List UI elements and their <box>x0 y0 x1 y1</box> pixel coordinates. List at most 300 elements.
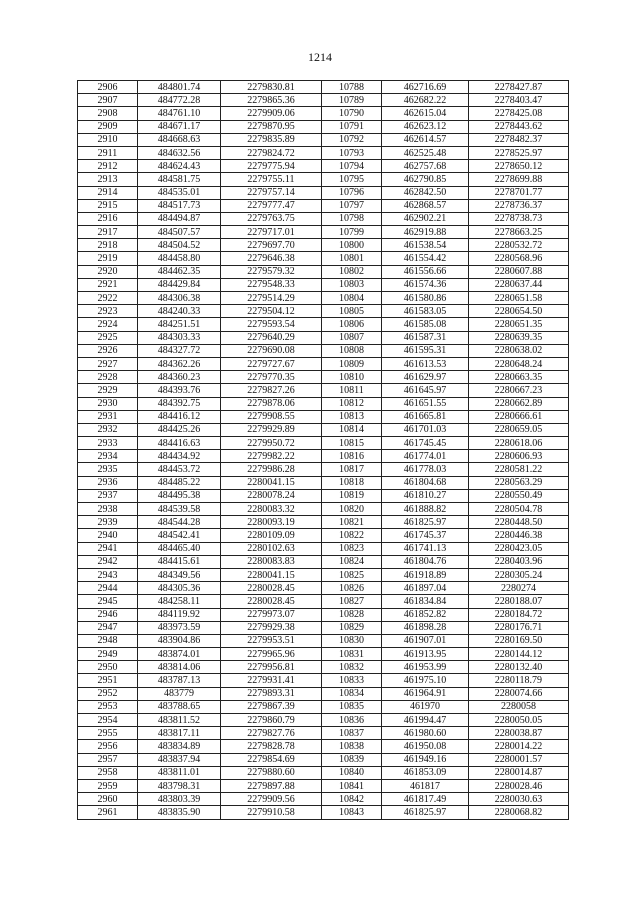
table-cell-point-id-b: 10830 <box>322 634 382 647</box>
table-cell-x-coordinate-b: 461964.91 <box>382 687 469 700</box>
table-row <box>78 173 569 186</box>
table-row <box>78 186 569 199</box>
table-cell-y-coordinate-a: 2279956.81 <box>221 661 322 674</box>
coordinates-table-body <box>78 81 569 820</box>
table-row <box>78 305 569 318</box>
table-cell-y-coordinate-b: 2278650.12 <box>469 160 569 173</box>
table-cell-point-id-b: 10801 <box>322 252 382 265</box>
table-cell-x-coordinate-b: 461804.68 <box>382 476 469 489</box>
table-cell-y-coordinate-b: 2280132.40 <box>469 661 569 674</box>
table-cell-x-coordinate-b: 461778.03 <box>382 463 469 476</box>
table-cell-y-coordinate-a: 2279828.78 <box>221 740 322 753</box>
table-cell-x-coordinate-a: 484504.52 <box>138 239 221 252</box>
table-cell-x-coordinate-b: 461554.42 <box>382 252 469 265</box>
table-row <box>78 542 569 555</box>
table-cell-y-coordinate-a: 2279909.56 <box>221 793 322 806</box>
table-cell-x-coordinate-a: 484327.72 <box>138 344 221 357</box>
table-cell-y-coordinate-b: 2280448.50 <box>469 516 569 529</box>
table-cell-y-coordinate-b: 2280637.44 <box>469 278 569 291</box>
table-row <box>78 568 569 581</box>
table-row <box>78 595 569 608</box>
table-cell-y-coordinate-b: 2280663.35 <box>469 371 569 384</box>
table-cell-y-coordinate-a: 2279640.29 <box>221 331 322 344</box>
table-cell-x-coordinate-b: 461701.03 <box>382 423 469 436</box>
table-cell-y-coordinate-b: 2280144.12 <box>469 648 569 661</box>
table-cell-point-id-b: 10821 <box>322 516 382 529</box>
table-cell-y-coordinate-b: 2280659.05 <box>469 423 569 436</box>
table-row <box>78 212 569 225</box>
table-cell-point-id-a: 2951 <box>78 674 138 687</box>
table-cell-y-coordinate-a: 2279777.47 <box>221 199 322 212</box>
table-cell-x-coordinate-b: 461918.89 <box>382 568 469 581</box>
table-cell-point-id-a: 2945 <box>78 595 138 608</box>
table-cell-x-coordinate-a: 484581.75 <box>138 173 221 186</box>
table-cell-y-coordinate-a: 2279893.31 <box>221 687 322 700</box>
table-cell-y-coordinate-b: 2280667.23 <box>469 384 569 397</box>
table-cell-x-coordinate-b: 461774.01 <box>382 450 469 463</box>
table-cell-point-id-a: 2907 <box>78 94 138 107</box>
table-cell-y-coordinate-b: 2280050.05 <box>469 714 569 727</box>
table-cell-y-coordinate-b: 2278699.88 <box>469 173 569 186</box>
table-row <box>78 252 569 265</box>
table-cell-x-coordinate-b: 461817 <box>382 779 469 792</box>
table-cell-x-coordinate-a: 484393.76 <box>138 384 221 397</box>
table-cell-point-id-b: 10837 <box>322 727 382 740</box>
table-cell-point-id-a: 2926 <box>78 344 138 357</box>
table-cell-y-coordinate-a: 2279878.06 <box>221 397 322 410</box>
table-cell-y-coordinate-a: 2279929.38 <box>221 621 322 634</box>
table-cell-point-id-b: 10818 <box>322 476 382 489</box>
table-row <box>78 344 569 357</box>
table-cell-x-coordinate-b: 461745.37 <box>382 529 469 542</box>
table-cell-point-id-a: 2937 <box>78 489 138 502</box>
table-cell-point-id-b: 10808 <box>322 344 382 357</box>
table-cell-x-coordinate-b: 461587.31 <box>382 331 469 344</box>
table-cell-y-coordinate-a: 2279865.36 <box>221 94 322 107</box>
table-cell-x-coordinate-a: 483787.13 <box>138 674 221 687</box>
table-cell-point-id-b: 10789 <box>322 94 382 107</box>
table-row <box>78 463 569 476</box>
table-cell-x-coordinate-a: 483798.31 <box>138 779 221 792</box>
table-cell-point-id-a: 2932 <box>78 423 138 436</box>
table-cell-x-coordinate-b: 462757.68 <box>382 160 469 173</box>
table-cell-point-id-a: 2957 <box>78 753 138 766</box>
table-row <box>78 779 569 792</box>
table-cell-y-coordinate-b: 2280118.79 <box>469 674 569 687</box>
table-cell-x-coordinate-a: 484458.80 <box>138 252 221 265</box>
table-cell-y-coordinate-b: 2280014.22 <box>469 740 569 753</box>
table-cell-y-coordinate-a: 2280083.83 <box>221 555 322 568</box>
table-row <box>78 146 569 159</box>
table-cell-point-id-a: 2943 <box>78 568 138 581</box>
table-cell-x-coordinate-b: 461613.53 <box>382 357 469 370</box>
table-cell-y-coordinate-a: 2279908.55 <box>221 410 322 423</box>
table-cell-y-coordinate-a: 2280028.45 <box>221 582 322 595</box>
table-cell-x-coordinate-b: 461585.08 <box>382 318 469 331</box>
table-cell-y-coordinate-b: 2280581.22 <box>469 463 569 476</box>
table-cell-point-id-b: 10791 <box>322 120 382 133</box>
table-cell-y-coordinate-b: 2280607.88 <box>469 265 569 278</box>
table-cell-x-coordinate-b: 461629.97 <box>382 371 469 384</box>
table-cell-point-id-a: 2952 <box>78 687 138 700</box>
table-cell-x-coordinate-b: 461913.95 <box>382 648 469 661</box>
table-cell-y-coordinate-a: 2279950.72 <box>221 437 322 450</box>
table-cell-y-coordinate-a: 2279854.69 <box>221 753 322 766</box>
table-cell-y-coordinate-a: 2279982.22 <box>221 450 322 463</box>
table-cell-x-coordinate-b: 462919.88 <box>382 226 469 239</box>
table-cell-y-coordinate-a: 2279973.07 <box>221 608 322 621</box>
table-cell-y-coordinate-a: 2279548.33 <box>221 278 322 291</box>
table-cell-x-coordinate-a: 484416.12 <box>138 410 221 423</box>
table-cell-point-id-a: 2908 <box>78 107 138 120</box>
table-cell-point-id-a: 2941 <box>78 542 138 555</box>
table-cell-point-id-b: 10841 <box>322 779 382 792</box>
table-cell-x-coordinate-a: 483837.94 <box>138 753 221 766</box>
table-cell-y-coordinate-a: 2279827.76 <box>221 727 322 740</box>
table-cell-y-coordinate-b: 2280568.96 <box>469 252 569 265</box>
table-cell-point-id-a: 2944 <box>78 582 138 595</box>
table-cell-x-coordinate-a: 484240.33 <box>138 305 221 318</box>
table-cell-y-coordinate-b: 2280666.61 <box>469 410 569 423</box>
table-row <box>78 740 569 753</box>
table-cell-x-coordinate-b: 461907.01 <box>382 634 469 647</box>
table-cell-point-id-b: 10819 <box>322 489 382 502</box>
table-cell-point-id-b: 10800 <box>322 239 382 252</box>
table-cell-x-coordinate-a: 484349.56 <box>138 568 221 581</box>
table-row <box>78 727 569 740</box>
table-cell-point-id-a: 2940 <box>78 529 138 542</box>
table-cell-x-coordinate-b: 461645.97 <box>382 384 469 397</box>
table-cell-x-coordinate-a: 484119.92 <box>138 608 221 621</box>
table-cell-y-coordinate-b: 2280030.63 <box>469 793 569 806</box>
table-row <box>78 437 569 450</box>
table-cell-x-coordinate-b: 461897.04 <box>382 582 469 595</box>
table-cell-x-coordinate-a: 483834.89 <box>138 740 221 753</box>
table-row <box>78 582 569 595</box>
table-cell-y-coordinate-b: 2280188.07 <box>469 595 569 608</box>
table-cell-point-id-b: 10792 <box>322 133 382 146</box>
table-row <box>78 357 569 370</box>
table-cell-y-coordinate-b: 2278525.97 <box>469 146 569 159</box>
table-row <box>78 107 569 120</box>
table-cell-x-coordinate-b: 461853.09 <box>382 766 469 779</box>
table-cell-point-id-b: 10790 <box>322 107 382 120</box>
table-cell-point-id-b: 10828 <box>322 608 382 621</box>
table-cell-y-coordinate-a: 2279775.94 <box>221 160 322 173</box>
table-cell-point-id-b: 10806 <box>322 318 382 331</box>
table-cell-y-coordinate-a: 2280078.24 <box>221 489 322 502</box>
table-cell-x-coordinate-a: 484416.63 <box>138 437 221 450</box>
table-cell-y-coordinate-a: 2279690.08 <box>221 344 322 357</box>
table-cell-point-id-b: 10843 <box>322 806 382 819</box>
table-row <box>78 503 569 516</box>
table-row <box>78 687 569 700</box>
table-cell-y-coordinate-a: 2279727.67 <box>221 357 322 370</box>
table-cell-point-id-b: 10832 <box>322 661 382 674</box>
table-cell-x-coordinate-a: 483811.52 <box>138 714 221 727</box>
table-cell-y-coordinate-a: 2279579.32 <box>221 265 322 278</box>
table-cell-x-coordinate-b: 462902.21 <box>382 212 469 225</box>
table-row <box>78 766 569 779</box>
table-cell-y-coordinate-b: 2280651.58 <box>469 292 569 305</box>
table-row <box>78 384 569 397</box>
table-cell-y-coordinate-b: 2280532.72 <box>469 239 569 252</box>
table-cell-y-coordinate-a: 2279910.58 <box>221 806 322 819</box>
table-cell-x-coordinate-b: 461834.84 <box>382 595 469 608</box>
table-cell-point-id-a: 2910 <box>78 133 138 146</box>
table-cell-point-id-a: 2950 <box>78 661 138 674</box>
table-cell-point-id-a: 2934 <box>78 450 138 463</box>
table-row <box>78 621 569 634</box>
table-cell-point-id-b: 10797 <box>322 199 382 212</box>
table-cell-x-coordinate-b: 461852.82 <box>382 608 469 621</box>
table-cell-y-coordinate-a: 2280028.45 <box>221 595 322 608</box>
table-cell-y-coordinate-b: 2280563.29 <box>469 476 569 489</box>
table-cell-point-id-b: 10835 <box>322 700 382 713</box>
table-row <box>78 199 569 212</box>
table-cell-y-coordinate-b: 2280654.50 <box>469 305 569 318</box>
table-cell-x-coordinate-b: 461994.47 <box>382 714 469 727</box>
table-cell-point-id-a: 2913 <box>78 173 138 186</box>
table-cell-y-coordinate-b: 2278403.47 <box>469 94 569 107</box>
table-cell-x-coordinate-b: 461817.49 <box>382 793 469 806</box>
table-cell-x-coordinate-a: 484429.84 <box>138 278 221 291</box>
table-cell-x-coordinate-b: 462615.04 <box>382 107 469 120</box>
table-cell-x-coordinate-a: 484485.22 <box>138 476 221 489</box>
table-cell-y-coordinate-b: 2280068.82 <box>469 806 569 819</box>
table-cell-x-coordinate-b: 461898.28 <box>382 621 469 634</box>
table-cell-y-coordinate-b: 2280038.87 <box>469 727 569 740</box>
table-cell-y-coordinate-b: 2280651.35 <box>469 318 569 331</box>
table-cell-y-coordinate-b: 2278738.73 <box>469 212 569 225</box>
table-row <box>78 806 569 819</box>
table-cell-y-coordinate-a: 2279697.70 <box>221 239 322 252</box>
table-cell-point-id-a: 2949 <box>78 648 138 661</box>
table-cell-point-id-a: 2942 <box>78 555 138 568</box>
table-cell-point-id-a: 2933 <box>78 437 138 450</box>
table-cell-point-id-a: 2927 <box>78 357 138 370</box>
table-cell-x-coordinate-a: 484494.87 <box>138 212 221 225</box>
table-cell-y-coordinate-a: 2279897.88 <box>221 779 322 792</box>
table-cell-x-coordinate-a: 484507.57 <box>138 226 221 239</box>
table-cell-y-coordinate-b: 2280618.06 <box>469 437 569 450</box>
table-cell-y-coordinate-b: 2280639.35 <box>469 331 569 344</box>
table-cell-y-coordinate-b: 2278482.37 <box>469 133 569 146</box>
table-cell-point-id-a: 2925 <box>78 331 138 344</box>
table-cell-point-id-b: 10788 <box>322 81 382 94</box>
table-cell-x-coordinate-a: 483874.01 <box>138 648 221 661</box>
table-cell-y-coordinate-a: 2279755.11 <box>221 173 322 186</box>
table-row <box>78 700 569 713</box>
coordinates-table <box>77 80 569 820</box>
table-cell-y-coordinate-a: 2280041.15 <box>221 476 322 489</box>
table-cell-x-coordinate-b: 461651.55 <box>382 397 469 410</box>
table-cell-x-coordinate-a: 483817.11 <box>138 727 221 740</box>
table-cell-x-coordinate-b: 461741.13 <box>382 542 469 555</box>
table-cell-x-coordinate-a: 484668.63 <box>138 133 221 146</box>
table-cell-x-coordinate-b: 461583.05 <box>382 305 469 318</box>
table-cell-x-coordinate-b: 462868.57 <box>382 199 469 212</box>
table-cell-point-id-b: 10836 <box>322 714 382 727</box>
table-cell-x-coordinate-a: 484360.23 <box>138 371 221 384</box>
table-cell-x-coordinate-a: 484303.33 <box>138 331 221 344</box>
table-cell-y-coordinate-b: 2280446.38 <box>469 529 569 542</box>
page-number: 1214 <box>308 50 332 64</box>
table-cell-point-id-a: 2954 <box>78 714 138 727</box>
table-cell-point-id-b: 10833 <box>322 674 382 687</box>
table-cell-x-coordinate-a: 483973.59 <box>138 621 221 634</box>
table-cell-y-coordinate-a: 2280041.15 <box>221 568 322 581</box>
table-cell-y-coordinate-b: 2280638.02 <box>469 344 569 357</box>
table-cell-x-coordinate-b: 461665.81 <box>382 410 469 423</box>
table-cell-x-coordinate-a: 484453.72 <box>138 463 221 476</box>
table-cell-x-coordinate-a: 483904.86 <box>138 634 221 647</box>
table-cell-x-coordinate-b: 462525.48 <box>382 146 469 159</box>
table-cell-point-id-b: 10827 <box>322 595 382 608</box>
table-cell-y-coordinate-b: 2280274 <box>469 582 569 595</box>
table-cell-point-id-b: 10805 <box>322 305 382 318</box>
table-cell-point-id-b: 10814 <box>322 423 382 436</box>
table-cell-y-coordinate-a: 2279953.51 <box>221 634 322 647</box>
table-cell-point-id-b: 10815 <box>322 437 382 450</box>
table-row <box>78 410 569 423</box>
table-cell-point-id-b: 10812 <box>322 397 382 410</box>
table-row <box>78 120 569 133</box>
table-cell-x-coordinate-a: 483814.06 <box>138 661 221 674</box>
table-cell-y-coordinate-a: 2279909.06 <box>221 107 322 120</box>
table-cell-x-coordinate-b: 461970 <box>382 700 469 713</box>
table-cell-y-coordinate-b: 2280058 <box>469 700 569 713</box>
table-cell-point-id-a: 2956 <box>78 740 138 753</box>
table-row <box>78 753 569 766</box>
table-cell-point-id-a: 2914 <box>78 186 138 199</box>
table-cell-y-coordinate-a: 2279827.26 <box>221 384 322 397</box>
table-cell-x-coordinate-a: 484632.56 <box>138 146 221 159</box>
table-row <box>78 793 569 806</box>
table-cell-point-id-a: 2923 <box>78 305 138 318</box>
table-cell-y-coordinate-a: 2279593.54 <box>221 318 322 331</box>
table-cell-y-coordinate-b: 2280184.72 <box>469 608 569 621</box>
table-cell-x-coordinate-b: 461888.82 <box>382 503 469 516</box>
table-row <box>78 450 569 463</box>
table-row <box>78 489 569 502</box>
table-cell-x-coordinate-a: 483811.01 <box>138 766 221 779</box>
table-cell-point-id-b: 10802 <box>322 265 382 278</box>
table-cell-point-id-b: 10793 <box>322 146 382 159</box>
table-cell-point-id-b: 10803 <box>322 278 382 291</box>
table-cell-x-coordinate-b: 461580.86 <box>382 292 469 305</box>
table-cell-x-coordinate-b: 461825.97 <box>382 806 469 819</box>
table-cell-point-id-a: 2909 <box>78 120 138 133</box>
table-cell-y-coordinate-a: 2280093.19 <box>221 516 322 529</box>
table-cell-y-coordinate-b: 2280001.57 <box>469 753 569 766</box>
table-cell-point-id-b: 10826 <box>322 582 382 595</box>
table-cell-y-coordinate-b: 2280606.93 <box>469 450 569 463</box>
table-cell-point-id-b: 10804 <box>322 292 382 305</box>
table-row <box>78 292 569 305</box>
table-cell-point-id-a: 2912 <box>78 160 138 173</box>
table-cell-point-id-b: 10834 <box>322 687 382 700</box>
table-cell-point-id-a: 2906 <box>78 81 138 94</box>
table-cell-point-id-b: 10822 <box>322 529 382 542</box>
table-cell-x-coordinate-b: 461980.60 <box>382 727 469 740</box>
table-row <box>78 239 569 252</box>
table-row <box>78 661 569 674</box>
table-row <box>78 94 569 107</box>
table-cell-x-coordinate-a: 484362.26 <box>138 357 221 370</box>
table-cell-point-id-b: 10817 <box>322 463 382 476</box>
table-cell-x-coordinate-b: 461574.36 <box>382 278 469 291</box>
table-cell-point-id-a: 2924 <box>78 318 138 331</box>
table-cell-point-id-b: 10798 <box>322 212 382 225</box>
table-cell-point-id-b: 10838 <box>322 740 382 753</box>
table-cell-y-coordinate-a: 2280109.09 <box>221 529 322 542</box>
table-cell-x-coordinate-b: 462790.85 <box>382 173 469 186</box>
table-row <box>78 81 569 94</box>
table-cell-y-coordinate-a: 2279504.12 <box>221 305 322 318</box>
table-cell-x-coordinate-a: 484761.10 <box>138 107 221 120</box>
table-cell-point-id-a: 2918 <box>78 239 138 252</box>
table-cell-x-coordinate-a: 484539.58 <box>138 503 221 516</box>
table-cell-x-coordinate-b: 461556.66 <box>382 265 469 278</box>
table-cell-y-coordinate-b: 2280074.66 <box>469 687 569 700</box>
table-cell-y-coordinate-a: 2279835.89 <box>221 133 322 146</box>
table-cell-point-id-b: 10820 <box>322 503 382 516</box>
table-cell-y-coordinate-a: 2279763.75 <box>221 212 322 225</box>
table-cell-y-coordinate-a: 2279514.29 <box>221 292 322 305</box>
table-cell-point-id-b: 10839 <box>322 753 382 766</box>
table-cell-point-id-a: 2929 <box>78 384 138 397</box>
table-cell-point-id-a: 2955 <box>78 727 138 740</box>
table-cell-point-id-a: 2935 <box>78 463 138 476</box>
table-cell-point-id-a: 2960 <box>78 793 138 806</box>
table-cell-x-coordinate-b: 461950.08 <box>382 740 469 753</box>
table-cell-x-coordinate-a: 484415.61 <box>138 555 221 568</box>
table-cell-x-coordinate-b: 461810.27 <box>382 489 469 502</box>
table-row <box>78 226 569 239</box>
table-cell-y-coordinate-b: 2280176.71 <box>469 621 569 634</box>
table-cell-point-id-a: 2961 <box>78 806 138 819</box>
table-cell-y-coordinate-a: 2279867.39 <box>221 700 322 713</box>
table-cell-y-coordinate-b: 2280648.24 <box>469 357 569 370</box>
table-cell-point-id-a: 2953 <box>78 700 138 713</box>
table-cell-x-coordinate-b: 462614.57 <box>382 133 469 146</box>
table-row <box>78 476 569 489</box>
table-cell-y-coordinate-a: 2280102.63 <box>221 542 322 555</box>
table-cell-point-id-b: 10811 <box>322 384 382 397</box>
table-row <box>78 160 569 173</box>
table-cell-x-coordinate-a: 484542.41 <box>138 529 221 542</box>
table-cell-x-coordinate-b: 462623.12 <box>382 120 469 133</box>
table-row <box>78 265 569 278</box>
table-cell-point-id-a: 2959 <box>78 779 138 792</box>
table-cell-y-coordinate-a: 2279870.95 <box>221 120 322 133</box>
table-row <box>78 516 569 529</box>
table-cell-point-id-a: 2919 <box>78 252 138 265</box>
table-row <box>78 529 569 542</box>
table-cell-x-coordinate-b: 461745.45 <box>382 437 469 450</box>
table-cell-x-coordinate-a: 484544.28 <box>138 516 221 529</box>
table-cell-y-coordinate-a: 2279986.28 <box>221 463 322 476</box>
table-cell-point-id-a: 2958 <box>78 766 138 779</box>
table-row <box>78 331 569 344</box>
table-cell-x-coordinate-a: 484465.40 <box>138 542 221 555</box>
table-cell-point-id-a: 2915 <box>78 199 138 212</box>
table-cell-point-id-b: 10796 <box>322 186 382 199</box>
table-cell-x-coordinate-a: 484306.38 <box>138 292 221 305</box>
table-cell-point-id-a: 2946 <box>78 608 138 621</box>
table-cell-y-coordinate-b: 2280550.49 <box>469 489 569 502</box>
